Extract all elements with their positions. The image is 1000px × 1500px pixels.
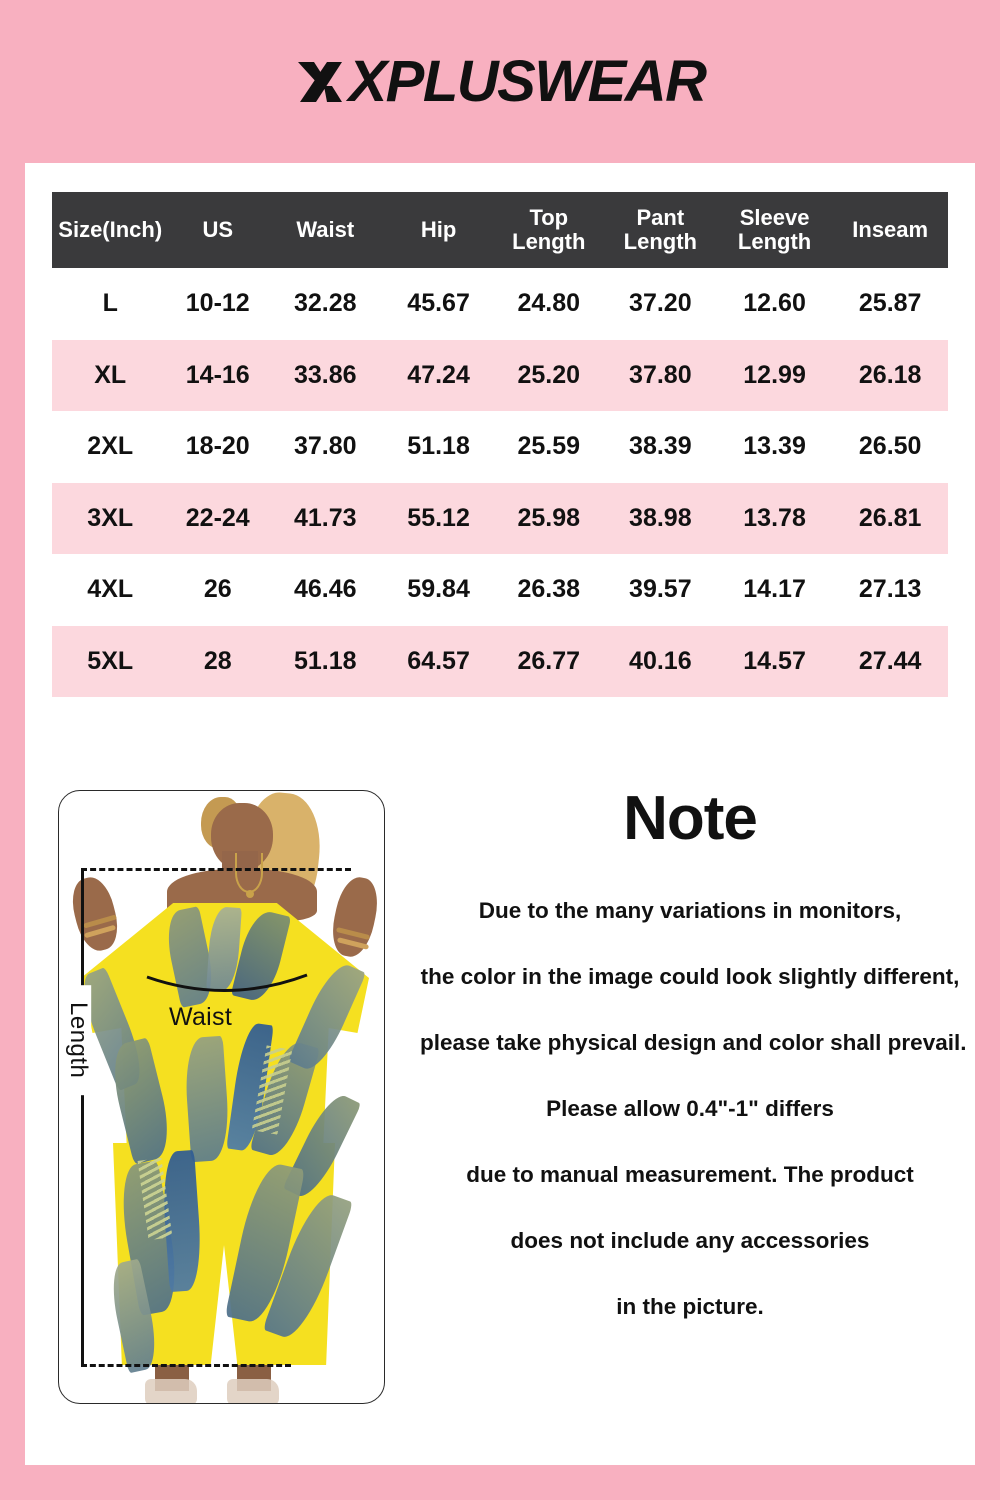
column-header-inseam: Inseam (832, 192, 948, 268)
cell-top-length: 26.38 (494, 554, 604, 626)
note-line: please take physical design and color shall prevail. (420, 1030, 967, 1055)
cell-sleeve-length: 14.57 (717, 626, 833, 698)
length-measure-line (81, 869, 84, 1365)
size-chart-table (52, 192, 948, 697)
cell-pant-length: 40.16 (604, 626, 717, 698)
column-header-waist: Waist (267, 192, 383, 268)
column-header-pant-length: Pant Length (604, 192, 717, 268)
note-line: Due to the many variations in monitors, (478, 898, 902, 923)
content-card (25, 163, 975, 1465)
cell-waist: 33.86 (267, 340, 383, 412)
note-panel (420, 783, 967, 1320)
waist-annotation-label: Waist (169, 1003, 233, 1031)
cell-hip: 55.12 (383, 483, 493, 555)
brand-name: XPLUSWEAR (348, 48, 706, 114)
cell-waist: 41.73 (267, 483, 383, 555)
column-header-us: US (168, 192, 267, 268)
necklace-pendant-icon (246, 890, 254, 898)
cell-size: 4XL (52, 554, 168, 626)
cell-inseam: 25.87 (832, 268, 948, 340)
table-row (52, 554, 948, 626)
length-guide-top-dashed-line (81, 868, 351, 871)
table-row (52, 626, 948, 698)
column-header-hip: Hip (383, 192, 493, 268)
lower-section (25, 763, 975, 1465)
cell-size: 2XL (52, 411, 168, 483)
column-header-top-length: Top Length (494, 192, 604, 268)
cell-hip: 45.67 (383, 268, 493, 340)
cell-pant-length: 37.80 (604, 340, 717, 412)
cell-us: 18-20 (168, 411, 267, 483)
model-illustration (59, 791, 384, 1403)
product-photo (59, 791, 384, 1403)
note-line: the color in the image could look slightly different, (420, 964, 960, 989)
column-header-sleeve-length: Sleeve Length (717, 192, 833, 268)
model-right-arm (327, 874, 383, 961)
cell-pant-length: 38.39 (604, 411, 717, 483)
cell-waist: 46.46 (267, 554, 383, 626)
cell-inseam: 27.13 (832, 554, 948, 626)
cell-pant-length: 39.57 (604, 554, 717, 626)
cell-top-length: 25.20 (494, 340, 604, 412)
cell-top-length: 26.77 (494, 626, 604, 698)
cell-size: L (52, 268, 168, 340)
table-row (52, 340, 948, 412)
cell-hip: 47.24 (383, 340, 493, 412)
brand-logo (294, 48, 706, 114)
necklace-icon (235, 853, 263, 893)
cell-waist: 51.18 (267, 626, 383, 698)
cell-us: 14-16 (168, 340, 267, 412)
cell-waist: 37.80 (267, 411, 383, 483)
cell-size: 3XL (52, 483, 168, 555)
cell-sleeve-length: 13.78 (717, 483, 833, 555)
cell-waist: 32.28 (267, 268, 383, 340)
note-line: Please allow 0.4"-1" differs (546, 1096, 834, 1121)
cell-us: 28 (168, 626, 267, 698)
cell-top-length: 24.80 (494, 268, 604, 340)
length-annotation-label: Length (65, 985, 91, 1095)
cell-hip: 59.84 (383, 554, 493, 626)
cell-inseam: 27.44 (832, 626, 948, 698)
cell-pant-length: 37.20 (604, 268, 717, 340)
note-line: due to manual measurement. The product (466, 1162, 914, 1187)
note-line: does not include any accessories (510, 1228, 870, 1253)
cell-sleeve-length: 13.39 (717, 411, 833, 483)
cell-hip: 64.57 (383, 626, 493, 698)
cell-us: 22-24 (168, 483, 267, 555)
cell-inseam: 26.18 (832, 340, 948, 412)
cell-hip: 51.18 (383, 411, 493, 483)
model-left-shoe (145, 1379, 197, 1403)
brand-header (0, 0, 1000, 163)
model-right-shoe (227, 1379, 279, 1403)
x-mark-icon (294, 56, 346, 108)
table-row (52, 268, 948, 340)
cell-us: 10-12 (168, 268, 267, 340)
product-photo-frame (58, 790, 385, 1404)
table-row (52, 411, 948, 483)
waist-arc-line (145, 973, 309, 1007)
cell-inseam: 26.81 (832, 483, 948, 555)
cell-sleeve-length: 12.99 (717, 340, 833, 412)
length-guide-bottom-dashed-line (81, 1364, 291, 1367)
column-header-size: Size(Inch) (52, 192, 168, 268)
cell-top-length: 25.59 (494, 411, 604, 483)
table-header-row (52, 192, 948, 268)
note-line: in the picture. (616, 1294, 764, 1319)
cell-top-length: 25.98 (494, 483, 604, 555)
cell-pant-length: 38.98 (604, 483, 717, 555)
cell-sleeve-length: 14.17 (717, 554, 833, 626)
cell-sleeve-length: 12.60 (717, 268, 833, 340)
cell-size: XL (52, 340, 168, 412)
cell-us: 26 (168, 554, 267, 626)
cell-size: 5XL (52, 626, 168, 698)
cell-inseam: 26.50 (832, 411, 948, 483)
table-row (52, 483, 948, 555)
note-title: Note (623, 784, 757, 853)
